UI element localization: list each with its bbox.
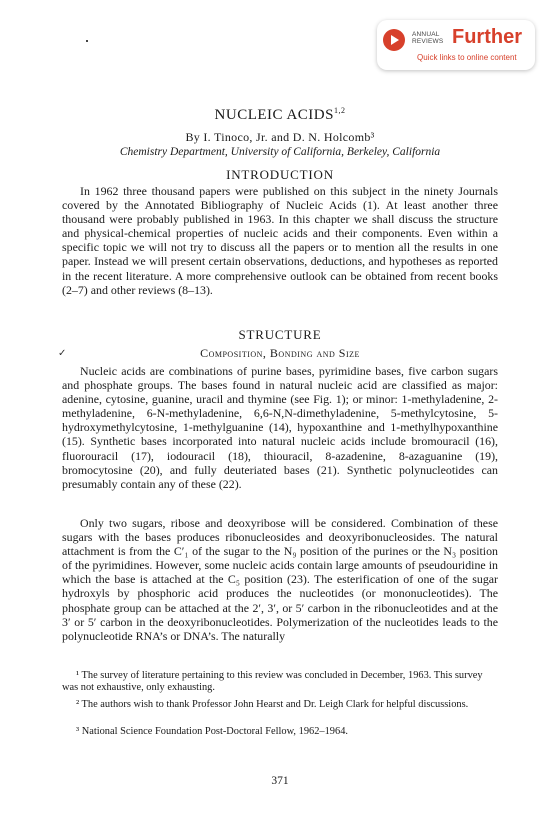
logo-line-reviews: REVIEWS <box>412 38 444 45</box>
title-text: NUCLEIC ACIDS <box>214 107 334 123</box>
heading-composition: Composition, Bonding and Size <box>200 346 360 360</box>
article-authors: By I. Tinoco, Jr. and D. N. Holcomb³ <box>185 130 375 144</box>
further-tagline: Quick links to online content <box>417 53 517 62</box>
heading-structure: STRUCTURE <box>238 327 322 342</box>
heading-introduction: INTRODUCTION <box>226 167 334 182</box>
title-footnote-refs: 1,2 <box>333 106 346 115</box>
further-banner[interactable] <box>377 20 535 70</box>
footnote-3: ³ National Science Foundation Post-Doctoral Fellow, 1962–1964. <box>76 726 348 737</box>
paragraph-composition: Nucleic acids are combinations of purine bases, pyrimidine bases, five carbon sugars and phosphate groups. The bases found in natural nucleic acid are classified as major: adenine, cytosine, guanine, uracil and thymine (see Fig. 1); or minor: 1-methyladenine, 2-methyladenine, 6-N-methyladenine, 6,6-N,N-dimethyladenine, 5-methylcytosine, 5-hydroxymethylcytosine, 1-methylguanine (14), hypoxanthine and 1-methylhypoxanthine (15). Synthetic bases incorporated into natural nucleic acids include bromouracil (16), fluorouracil (17), iodouracil (18), thiouracil, 8-azadenine, 8-azaguanine (19), bromocytosine (20), and fully deuteriated bases (21). Synthetic polynucleotides can presumably contain any of these (22). <box>62 364 498 491</box>
page-number: 371 <box>271 775 289 787</box>
footnote-1: ¹ The survey of literature pertaining to this review was concluded in December, 1963. This survey was not exhaustive, only exhausting. <box>62 670 483 694</box>
margin-mark: ✓ <box>58 348 67 359</box>
further-word: Further <box>452 26 522 48</box>
article-affiliation: Chemistry Department, University of California, Berkeley, California <box>119 146 441 158</box>
logo-line-annual: ANNUAL <box>412 31 440 38</box>
paragraph-introduction: In 1962 three thousand papers were published on this subject in the ninety Journals covered by the Annotated Bibliography of Nucleic Acids (1). At least another three thousand were probably published in 1963. In this chapter we shall discuss the structure and physical-chemical properties of nucleic acids and their components. Even within a specific topic we will not try to discuss all the papers or to mention all the results in one paper. Instead we will present certain observations, deductions, and hypotheses as reported in the recent literature. A more comprehensive outlook can be obtained from recent books (2–7) and other reviews (8–13). <box>62 184 498 297</box>
footnote-2: ² The authors wish to thank Professor John Hearst and Dr. Leigh Clark for helpful discussions. <box>76 699 469 710</box>
paragraph-sugars: Only two sugars, ribose and deoxyribose will be considered. Combination of these sugars with the bases produces ribonucleosides and deoxyribonucleosides. The natural attachment is from the C′₁ of the sugar to the N₉ position of the purines or the N₃ position of the pyrimidines. However, some nucleic acids contain large amounts of pseudouridine in which the base is attached at the C₅ position (23). The esterification of one of the sugar hydroxyls by phosphoric acid produces the nucleotides (or mononucleotides). The phosphate group can be attached at the 2′, 3′, or 5′ carbon in the ribonucleotides and at the 3′ or 5′ carbon in the deoxyribonucleotides. Polymerization of the nucleotides leads to the polynucleotide RNA’s or DNA’s. The naturally <box>62 516 498 643</box>
annual-reviews-logo <box>412 31 443 45</box>
article-title <box>0 106 560 124</box>
stray-mark <box>86 40 88 42</box>
play-icon <box>383 29 405 51</box>
